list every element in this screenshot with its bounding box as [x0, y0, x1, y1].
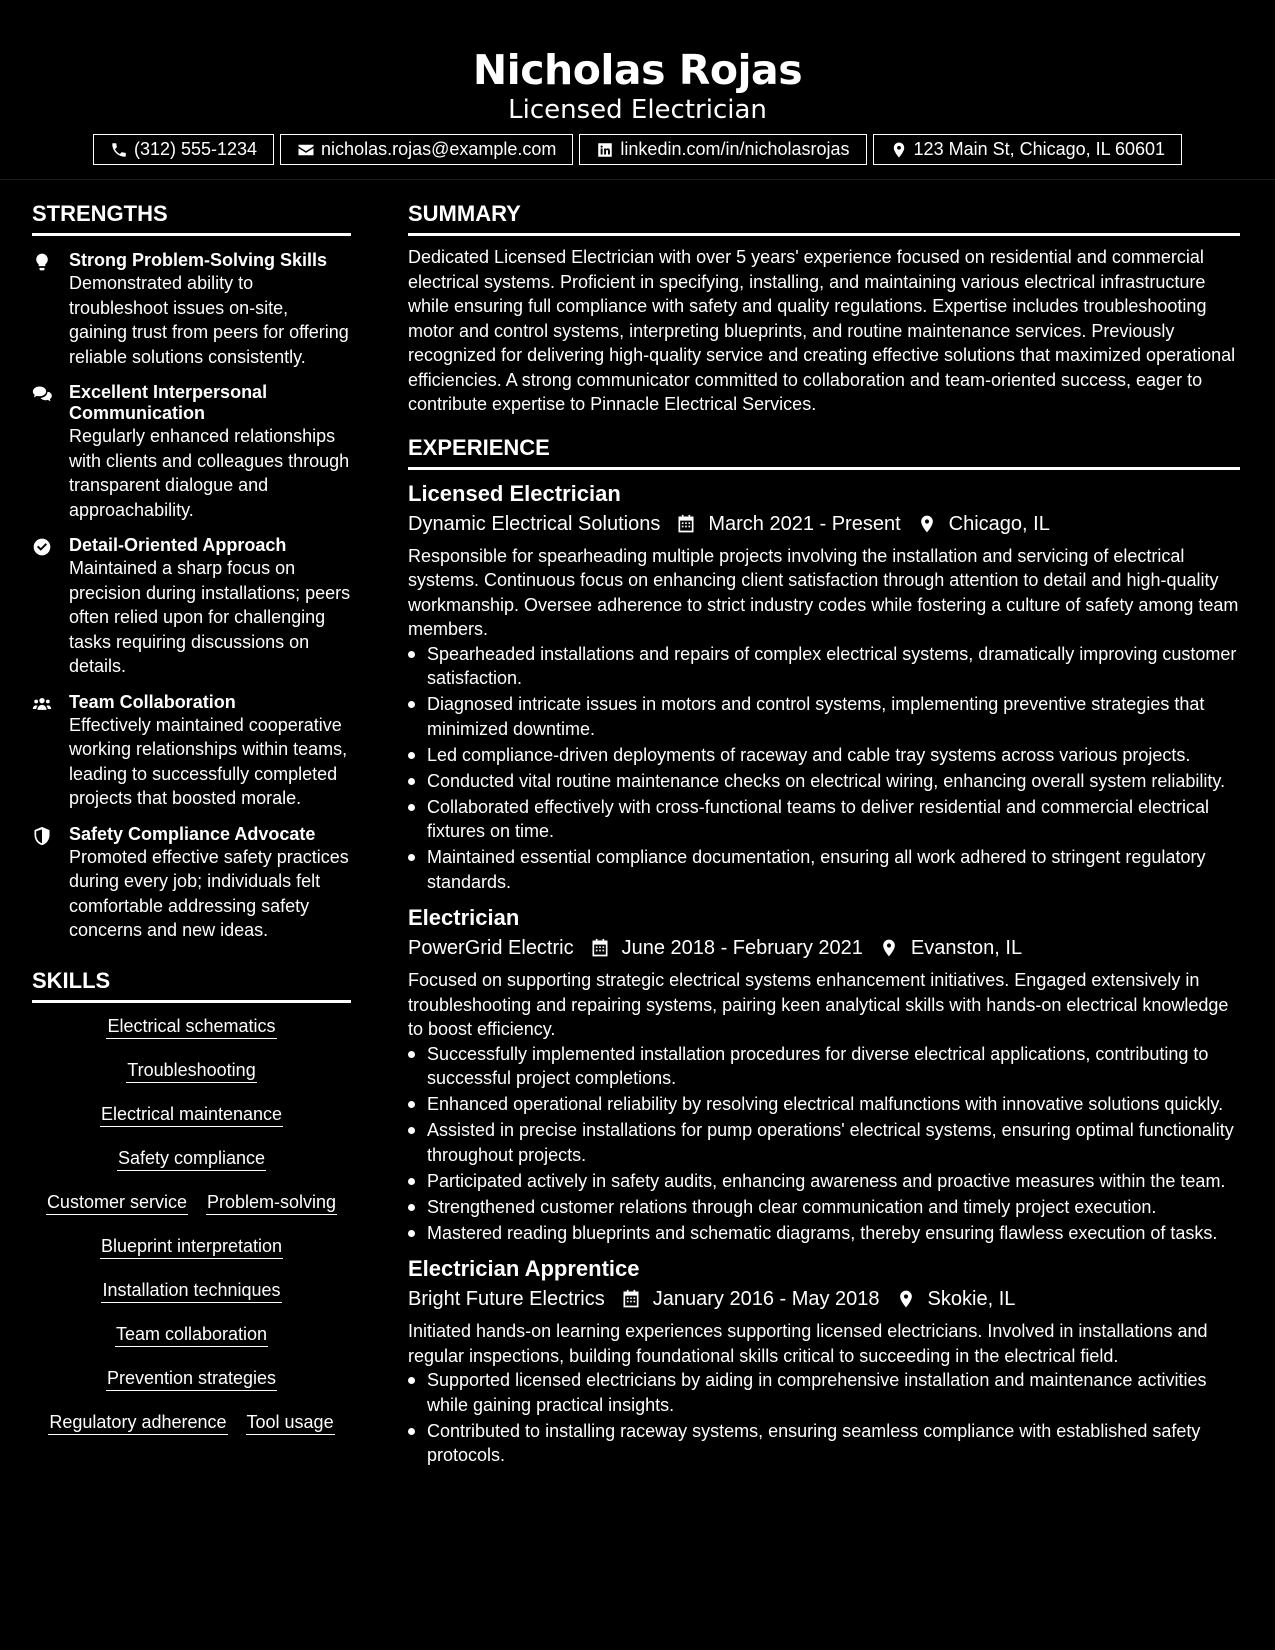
candidate-name: Nicholas Rojas	[472, 46, 803, 94]
users-icon	[32, 694, 52, 714]
job-title: Electrician Apprentice	[408, 1256, 640, 1281]
strength-item	[32, 692, 351, 811]
check-circle-icon	[32, 537, 52, 557]
job-desc: Focused on supporting strategic electrical systems enhancement initiatives. Engaged extensively in troubleshooting and repairing systems, pairing keen analytical skills with hands-on electrical knowledge to boost efficiency.	[408, 970, 1229, 1039]
envelope-icon	[297, 141, 315, 159]
job-meta	[408, 510, 1240, 538]
job-entry	[408, 480, 1240, 895]
email-text: nicholas.rojas@example.com	[321, 139, 557, 159]
strength-desc: Promoted effective safety practices during every job; individuals felt comfortable addressing safety concerns and new ideas.	[69, 846, 349, 940]
job-bullet: Collaborated effectively with cross-functional teams to deliver residential and commercial electrical fixtures on time.	[408, 795, 1240, 844]
job-bullet: Mastered reading blueprints and schematic diagrams, thereby ensuring flawless execution of tasks.	[408, 1221, 1240, 1246]
skills-section	[32, 967, 351, 1435]
strength-item	[32, 535, 351, 679]
job-bullet: Diagnosed intricate issues in motors and control systems, implementing preventive strategies that minimized downtime.	[408, 692, 1240, 741]
skill-tag: Regulatory adherence	[48, 1411, 227, 1435]
skill-tag: Tool usage	[246, 1411, 335, 1435]
job-meta	[408, 1285, 1240, 1313]
skill-tag: Troubleshooting	[126, 1059, 256, 1083]
job-bullet: Assisted in precise installations for pump operations' electrical systems, ensuring optimal functionality throughout projects.	[408, 1118, 1240, 1167]
skill-tag: Blueprint interpretation	[100, 1235, 283, 1259]
job-title: Licensed Electrician	[408, 480, 621, 506]
contact-bar	[0, 134, 1275, 165]
job-company: Bright Future Electrics	[408, 1288, 605, 1310]
lightbulb-icon	[32, 252, 52, 272]
job-location: Chicago, IL	[948, 512, 1050, 535]
resume-header	[0, 0, 1275, 180]
strength-title: Detail-Oriented Approach	[69, 535, 287, 555]
job-dates: June 2018 - February 2021	[621, 937, 863, 959]
phone-icon	[110, 141, 128, 159]
shield-icon	[32, 826, 52, 846]
contact-linkedin[interactable]	[579, 134, 866, 165]
job-desc: Responsible for spearheading multiple projects involving the installation and servicing of electrical systems. Continuous focus on enhancing client satisfaction through attention to detail and high-quality workmanship. Oversee adherence to strict industry codes while fostering a culture of safety among team members.	[408, 545, 1239, 639]
strength-desc: Regularly enhanced relationships with clients and colleagues through transparent dialogue and approachability.	[69, 426, 350, 520]
skill-tag: Prevention strategies	[106, 1367, 277, 1391]
job-bullet: Participated actively in safety audits, enhancing awareness and proactive measures within the team.	[408, 1169, 1240, 1194]
map-pin-icon	[896, 1289, 916, 1309]
job-bullets	[408, 1042, 1240, 1246]
job-bullet: Supported licensed electricians by aiding in comprehensive installation and maintenance activities while gaining practical insights.	[408, 1368, 1240, 1417]
calendar-icon	[676, 514, 696, 534]
job-location: Skokie, IL	[927, 1288, 1016, 1310]
job-entry	[408, 1255, 1240, 1468]
strength-title: Safety Compliance Advocate	[69, 823, 316, 844]
job-bullets	[408, 642, 1240, 895]
job-bullet: Conducted vital routine maintenance checks on electrical wiring, enhancing overall system reliability.	[408, 769, 1240, 794]
contact-phone[interactable]	[93, 134, 274, 165]
calendar-icon	[621, 1289, 641, 1309]
job-bullet: Contributed to installing raceway systems, ensuring seamless compliance with established safety protocols.	[408, 1419, 1240, 1468]
map-pin-icon	[879, 938, 899, 958]
job-bullet: Successfully implemented installation procedures for diverse electrical applications, contributing to successful project completions.	[408, 1042, 1240, 1091]
left-column	[32, 200, 351, 1435]
skill-tag: Problem-solving	[206, 1191, 337, 1215]
summary-heading: SUMMARY	[408, 200, 1240, 236]
map-pin-icon	[890, 141, 908, 159]
skill-tag: Customer service	[46, 1191, 188, 1215]
skills-list	[32, 1015, 351, 1435]
job-company: Dynamic Electrical Solutions	[408, 512, 661, 535]
skill-tag: Installation techniques	[101, 1279, 281, 1303]
job-bullet: Maintained essential compliance documentation, ensuring all work adhered to stringent regulatory standards.	[408, 845, 1240, 894]
job-bullet: Strengthened customer relations through clear communication and timely project execution.	[408, 1195, 1240, 1220]
job-bullet: Led compliance-driven deployments of raceway and cable tray systems across various projects.	[408, 743, 1240, 768]
strength-item	[32, 382, 351, 522]
skill-tag: Electrical maintenance	[100, 1103, 283, 1127]
comments-icon	[32, 384, 52, 404]
job-title: Electrician	[408, 905, 520, 930]
summary-text: Dedicated Licensed Electrician with over 5 years' experience focused on residential and commercial electrical systems. Proficient in specifying, installing, and maintaining various electrical infrastructure while ensuring full compliance with safety and quality regulations. Expertise includes troubleshooting motor and control systems, interpreting blueprints, and routine maintenance services. Previously recognized for delivering high-quality service and creating effective solutions that maximized operational efficiencies. A strong communicator committed to collaboration and team-oriented success, eager to contribute expertise to Pinnacle Electrical Services.	[408, 247, 1236, 414]
job-desc: Initiated hands-on learning experiences supporting licensed electricians. Involved in installations and regular inspections, building foundational skills critical to succeeding in the electrical field.	[408, 1321, 1208, 1366]
map-pin-icon	[917, 514, 937, 534]
strength-item	[32, 250, 351, 369]
linkedin-text: linkedin.com/in/nicholasrojas	[620, 139, 850, 159]
skill-tag: Electrical schematics	[106, 1015, 276, 1039]
strength-desc: Maintained a sharp focus on precision during installations; peers often relied upon for challenging tasks requiring discussions on details.	[69, 558, 351, 676]
linkedin-icon	[596, 141, 614, 159]
job-dates: March 2021 - Present	[708, 512, 901, 535]
job-dates: January 2016 - May 2018	[652, 1288, 880, 1310]
strength-title: Strong Problem-Solving Skills	[69, 250, 328, 270]
job-bullets	[408, 1368, 1240, 1468]
job-bullet: Enhanced operational reliability by resolving electrical malfunctions with innovative solutions quickly.	[408, 1092, 1240, 1117]
experience-heading: EXPERIENCE	[408, 434, 1240, 470]
skills-heading: SKILLS	[32, 967, 351, 1003]
strength-item	[32, 824, 351, 943]
job-bullet: Spearheaded installations and repairs of complex electrical systems, dramatically improving customer satisfaction.	[408, 642, 1240, 691]
contact-email[interactable]	[280, 134, 573, 165]
strength-title: Team Collaboration	[69, 691, 236, 712]
job-entry	[408, 904, 1240, 1245]
job-location: Evanston, IL	[910, 937, 1023, 959]
strength-title: Excellent Interpersonal Communication	[69, 382, 268, 423]
skill-tag: Team collaboration	[115, 1323, 268, 1347]
strengths-heading: STRENGTHS	[32, 200, 351, 236]
right-column	[408, 200, 1240, 1469]
phone-text: (312) 555-1234	[133, 139, 258, 159]
contact-address[interactable]	[873, 134, 1183, 165]
calendar-icon	[590, 938, 610, 958]
address-text: 123 Main St, Chicago, IL 60601	[913, 139, 1166, 159]
strength-desc: Demonstrated ability to troubleshoot issues on-site, gaining trust from peers for offering reliable solutions consistently.	[69, 273, 349, 367]
candidate-title: Licensed Electrician	[508, 95, 767, 125]
strength-desc: Effectively maintained cooperative working relationships within teams, leading to successfully completed projects that boosted morale.	[69, 714, 348, 808]
skill-tag: Safety compliance	[117, 1147, 266, 1171]
job-meta	[408, 934, 1240, 962]
job-company: PowerGrid Electric	[408, 937, 574, 959]
